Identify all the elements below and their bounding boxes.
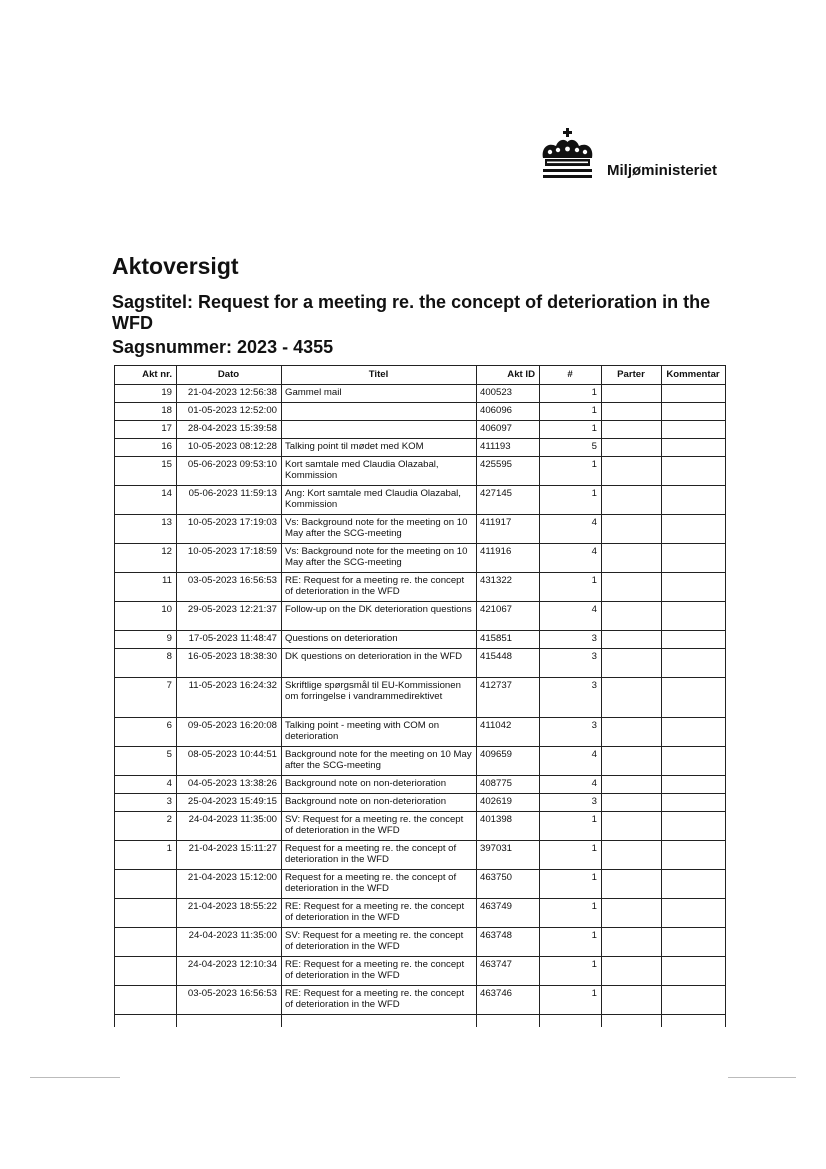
table-row [115, 421, 726, 439]
cell-akt-nr [115, 870, 177, 899]
cell-dato: 09-05-2023 16:20:08 [177, 718, 282, 747]
cell-count: 1 [540, 486, 602, 515]
empty-cell [115, 1015, 177, 1028]
cell-count: 3 [540, 718, 602, 747]
cell-parter [602, 573, 662, 602]
cell-akt-nr: 4 [115, 776, 177, 794]
cell-titel: Kort samtale med Claudia Olazabal, Kommission [282, 457, 477, 486]
cell-dato: 16-05-2023 18:38:30 [177, 649, 282, 678]
case-number: Sagsnummer: 2023 - 4355 [112, 337, 334, 357]
cell-akt-id: 431322 [477, 573, 540, 602]
table-row [115, 928, 726, 957]
cell-parter [602, 957, 662, 986]
cell-count: 3 [540, 631, 602, 649]
cell-kommentar [662, 544, 726, 573]
table-row [115, 899, 726, 928]
cell-count: 1 [540, 841, 602, 870]
cell-count: 1 [540, 421, 602, 439]
table-header-row [115, 366, 726, 385]
cell-titel: Vs: Background note for the meeting on 10 May after the SCG-meeting [282, 544, 477, 573]
cell-parter [602, 385, 662, 403]
cell-titel: Background note for the meeting on 10 May after the SCG-meeting [282, 747, 477, 776]
cell-parter [602, 631, 662, 649]
cell-titel: Ang: Kort samtale med Claudia Olazabal, Kommission [282, 486, 477, 515]
empty-cell [282, 1015, 477, 1028]
cell-parter [602, 841, 662, 870]
cell-kommentar [662, 486, 726, 515]
cell-akt-id: 408775 [477, 776, 540, 794]
cell-parter [602, 403, 662, 421]
cell-kommentar [662, 870, 726, 899]
cell-kommentar [662, 439, 726, 457]
cell-count: 3 [540, 678, 602, 718]
cell-dato: 25-04-2023 15:49:15 [177, 794, 282, 812]
page-title: Aktoversigt [112, 253, 239, 279]
cell-akt-nr [115, 957, 177, 986]
cell-dato: 21-04-2023 15:11:27 [177, 841, 282, 870]
cell-akt-nr: 13 [115, 515, 177, 544]
cell-titel: RE: Request for a meeting re. the concept of deterioration in the WFD [282, 957, 477, 986]
cell-parter [602, 421, 662, 439]
cell-akt-nr: 5 [115, 747, 177, 776]
cell-titel: Vs: Background note for the meeting on 10 May after the SCG-meeting [282, 515, 477, 544]
cell-dato: 10-05-2023 17:18:59 [177, 544, 282, 573]
cell-akt-id: 406096 [477, 403, 540, 421]
cell-parter [602, 544, 662, 573]
cell-titel: SV: Request for a meeting re. the concept of deterioration in the WFD [282, 928, 477, 957]
table-row [115, 870, 726, 899]
cell-dato: 08-05-2023 10:44:51 [177, 747, 282, 776]
column-header: Akt nr. [115, 366, 177, 385]
cell-akt-nr: 8 [115, 649, 177, 678]
column-header: Akt ID [477, 366, 540, 385]
cell-akt-id: 411916 [477, 544, 540, 573]
table-row [115, 678, 726, 718]
empty-cell [540, 1015, 602, 1028]
cell-kommentar [662, 515, 726, 544]
cell-count: 4 [540, 776, 602, 794]
cell-parter [602, 602, 662, 631]
cell-parter [602, 678, 662, 718]
cell-titel: RE: Request for a meeting re. the concept of deterioration in the WFD [282, 573, 477, 602]
table-row [115, 544, 726, 573]
table-row [115, 986, 726, 1015]
cell-kommentar [662, 631, 726, 649]
cell-kommentar [662, 986, 726, 1015]
cell-dato: 21-04-2023 15:12:00 [177, 870, 282, 899]
cell-akt-nr [115, 899, 177, 928]
cell-akt-nr: 10 [115, 602, 177, 631]
cell-titel: Skriftlige spørgsmål til EU-Kommissionen om forringelse i vandrammedirektivet [282, 678, 477, 718]
cell-count: 4 [540, 747, 602, 776]
cell-akt-nr: 6 [115, 718, 177, 747]
cell-titel: Request for a meeting re. the concept of deterioration in the WFD [282, 870, 477, 899]
cell-dato: 03-05-2023 16:56:53 [177, 573, 282, 602]
cell-titel: Follow-up on the DK deterioration questions [282, 602, 477, 631]
cell-titel: Gammel mail [282, 385, 477, 403]
cell-kommentar [662, 841, 726, 870]
cell-count: 1 [540, 928, 602, 957]
table-row [115, 385, 726, 403]
cell-count: 1 [540, 957, 602, 986]
cell-akt-id: 421067 [477, 602, 540, 631]
cell-akt-id: 463746 [477, 986, 540, 1015]
cell-titel: RE: Request for a meeting re. the concept of deterioration in the WFD [282, 986, 477, 1015]
cell-dato: 11-05-2023 16:24:32 [177, 678, 282, 718]
table-row [115, 812, 726, 841]
table-row [115, 486, 726, 515]
cell-titel: Talking point til mødet med KOM [282, 439, 477, 457]
cell-akt-nr: 1 [115, 841, 177, 870]
cell-titel [282, 421, 477, 439]
cell-dato: 10-05-2023 17:19:03 [177, 515, 282, 544]
cell-dato: 24-04-2023 12:10:34 [177, 957, 282, 986]
cell-parter [602, 776, 662, 794]
cell-akt-id: 415448 [477, 649, 540, 678]
cell-kommentar [662, 403, 726, 421]
table-row [115, 403, 726, 421]
cell-parter [602, 439, 662, 457]
table-row [115, 747, 726, 776]
table-row [115, 776, 726, 794]
cell-kommentar [662, 747, 726, 776]
cell-dato: 05-06-2023 09:53:10 [177, 457, 282, 486]
cell-akt-id: 412737 [477, 678, 540, 718]
cell-parter [602, 812, 662, 841]
cell-akt-nr [115, 986, 177, 1015]
cell-titel: Background note on non-deterioration [282, 776, 477, 794]
empty-cell [602, 1015, 662, 1028]
cell-akt-id: 411042 [477, 718, 540, 747]
cell-akt-nr: 7 [115, 678, 177, 718]
cell-parter [602, 986, 662, 1015]
cell-titel: Questions on deterioration [282, 631, 477, 649]
scan-artifact [30, 1077, 120, 1078]
cell-parter [602, 747, 662, 776]
cell-kommentar [662, 457, 726, 486]
cell-akt-id: 415851 [477, 631, 540, 649]
cell-kommentar [662, 957, 726, 986]
cell-count: 3 [540, 649, 602, 678]
cell-parter [602, 649, 662, 678]
cell-count: 1 [540, 573, 602, 602]
cell-akt-id: 400523 [477, 385, 540, 403]
cell-akt-id: 463747 [477, 957, 540, 986]
cell-count: 4 [540, 515, 602, 544]
column-header: Titel [282, 366, 477, 385]
cell-dato: 05-06-2023 11:59:13 [177, 486, 282, 515]
table-row-continued [115, 1015, 726, 1028]
cell-akt-nr: 15 [115, 457, 177, 486]
table-row [115, 957, 726, 986]
cell-kommentar [662, 899, 726, 928]
cell-kommentar [662, 649, 726, 678]
cell-parter [602, 870, 662, 899]
cell-akt-nr: 19 [115, 385, 177, 403]
cell-titel: SV: Request for a meeting re. the concept of deterioration in the WFD [282, 812, 477, 841]
ministry-logo [538, 128, 728, 180]
cell-parter [602, 794, 662, 812]
table-row [115, 457, 726, 486]
cell-dato: 10-05-2023 08:12:28 [177, 439, 282, 457]
column-header: Kommentar [662, 366, 726, 385]
cell-akt-id: 409659 [477, 747, 540, 776]
cell-dato: 04-05-2023 13:38:26 [177, 776, 282, 794]
cell-kommentar [662, 776, 726, 794]
cell-parter [602, 928, 662, 957]
table-row [115, 718, 726, 747]
cell-akt-id: 411917 [477, 515, 540, 544]
column-header: # [540, 366, 602, 385]
cell-akt-id: 397031 [477, 841, 540, 870]
cell-kommentar [662, 928, 726, 957]
column-header: Parter [602, 366, 662, 385]
cell-dato: 17-05-2023 11:48:47 [177, 631, 282, 649]
cell-akt-nr: 12 [115, 544, 177, 573]
org-name: Miljøministeriet [607, 162, 718, 179]
table-row [115, 573, 726, 602]
cell-kommentar [662, 385, 726, 403]
cell-titel [282, 403, 477, 421]
cell-count: 1 [540, 986, 602, 1015]
cell-akt-id: 402619 [477, 794, 540, 812]
cell-parter [602, 515, 662, 544]
cell-count: 1 [540, 385, 602, 403]
cell-akt-id: 427145 [477, 486, 540, 515]
scan-artifact [728, 1077, 796, 1078]
cell-parter [602, 718, 662, 747]
table-row [115, 794, 726, 812]
cell-akt-nr: 2 [115, 812, 177, 841]
table-row [115, 841, 726, 870]
cell-count: 1 [540, 457, 602, 486]
cell-kommentar [662, 421, 726, 439]
table-row [115, 602, 726, 631]
empty-cell [662, 1015, 726, 1028]
cell-akt-nr: 14 [115, 486, 177, 515]
cell-akt-id: 463748 [477, 928, 540, 957]
crown-icon [538, 128, 598, 180]
cell-kommentar [662, 678, 726, 718]
acts-table [114, 365, 726, 1027]
empty-cell [477, 1015, 540, 1028]
cell-dato: 21-04-2023 18:55:22 [177, 899, 282, 928]
cell-parter [602, 899, 662, 928]
cell-kommentar [662, 794, 726, 812]
cell-kommentar [662, 602, 726, 631]
table-row [115, 515, 726, 544]
cell-titel: Talking point - meeting with COM on deterioration [282, 718, 477, 747]
cell-akt-id: 406097 [477, 421, 540, 439]
cell-count: 1 [540, 870, 602, 899]
cell-count: 1 [540, 403, 602, 421]
cell-akt-nr: 17 [115, 421, 177, 439]
cell-count: 5 [540, 439, 602, 457]
table-body [115, 385, 726, 1028]
table-row [115, 649, 726, 678]
cell-titel: Request for a meeting re. the concept of deterioration in the WFD [282, 841, 477, 870]
cell-akt-id: 411193 [477, 439, 540, 457]
cell-titel: Background note on non-deterioration [282, 794, 477, 812]
case-title: Sagstitel: Request for a meeting re. the concept of deterioration in the WFD [112, 292, 711, 333]
column-header: Dato [177, 366, 282, 385]
cell-parter [602, 457, 662, 486]
cell-titel: RE: Request for a meeting re. the concept of deterioration in the WFD [282, 899, 477, 928]
cell-kommentar [662, 573, 726, 602]
cell-count: 4 [540, 602, 602, 631]
cell-akt-id: 425595 [477, 457, 540, 486]
cell-dato: 21-04-2023 12:56:38 [177, 385, 282, 403]
cell-count: 4 [540, 544, 602, 573]
cell-kommentar [662, 812, 726, 841]
cell-akt-nr: 9 [115, 631, 177, 649]
empty-cell [177, 1015, 282, 1028]
cell-dato: 24-04-2023 11:35:00 [177, 812, 282, 841]
cell-akt-nr: 16 [115, 439, 177, 457]
cell-dato: 28-04-2023 15:39:58 [177, 421, 282, 439]
cell-dato: 03-05-2023 16:56:53 [177, 986, 282, 1015]
cell-akt-id: 463749 [477, 899, 540, 928]
cell-titel: DK questions on deterioration in the WFD [282, 649, 477, 678]
document-heading [112, 252, 752, 358]
cell-dato: 01-05-2023 12:52:00 [177, 403, 282, 421]
cell-count: 1 [540, 812, 602, 841]
cell-kommentar [662, 718, 726, 747]
cell-count: 1 [540, 899, 602, 928]
cell-akt-nr: 11 [115, 573, 177, 602]
cell-akt-nr [115, 928, 177, 957]
cell-akt-id: 463750 [477, 870, 540, 899]
cell-dato: 24-04-2023 11:35:00 [177, 928, 282, 957]
cell-akt-nr: 3 [115, 794, 177, 812]
cell-parter [602, 486, 662, 515]
table-row [115, 439, 726, 457]
cell-akt-id: 401398 [477, 812, 540, 841]
cell-dato: 29-05-2023 12:21:37 [177, 602, 282, 631]
cell-count: 3 [540, 794, 602, 812]
cell-akt-nr: 18 [115, 403, 177, 421]
table-row [115, 631, 726, 649]
